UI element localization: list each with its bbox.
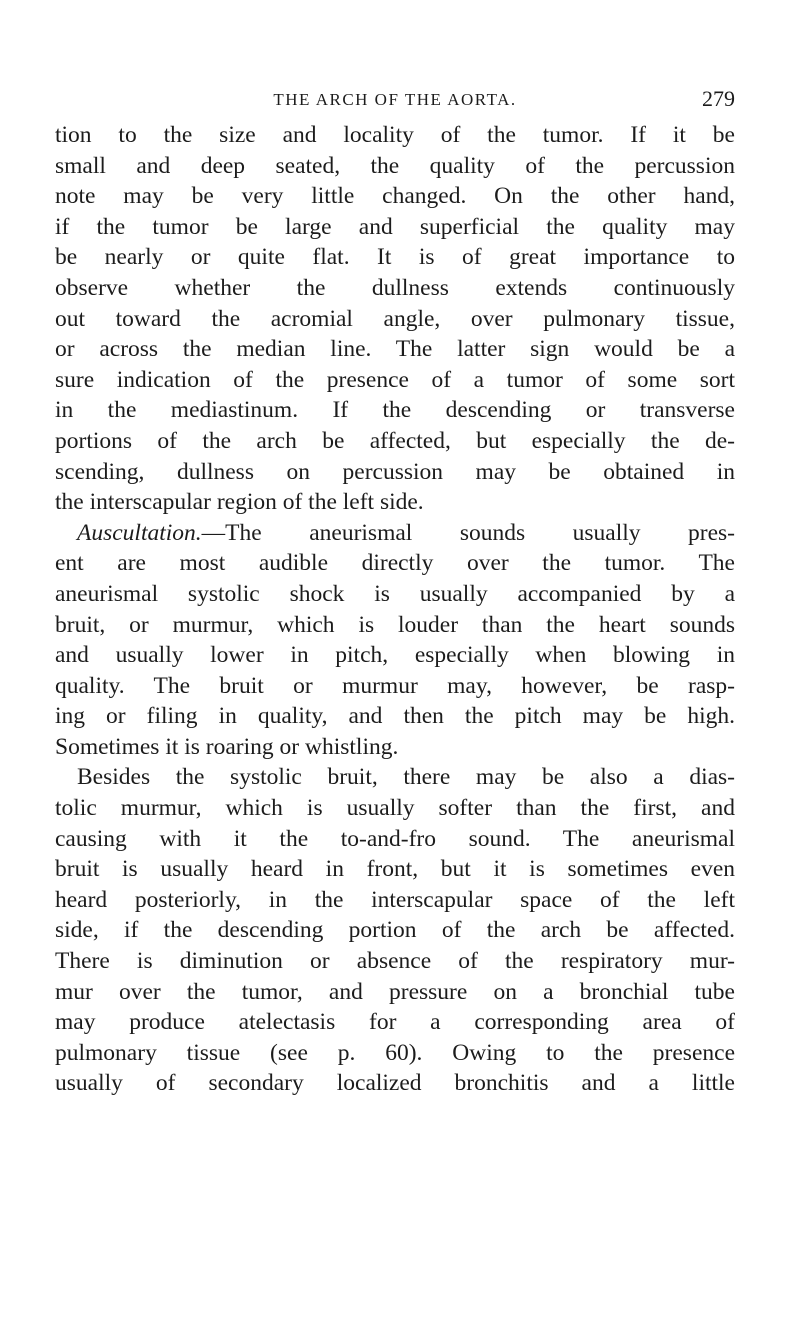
text-line: Sometimes it is roaring or whistling. (55, 733, 399, 760)
auscultation-paragraph-first-line (55, 518, 735, 549)
text-line: if the tumor be large and superficial the quality may (55, 213, 735, 240)
text-line: note may be very little changed. On the other hand, (55, 183, 735, 210)
text-line: tion to the size and locality of the tumor. If it be (55, 122, 735, 148)
text-line: aneurismal systolic shock is usually accompanied by a (55, 580, 735, 607)
text-line: usually of secondary localized bronchitis and a little (55, 1070, 735, 1097)
text-line: small and deep seated, the quality of the percussion (55, 152, 735, 179)
text-line: mur over the tumor, and pressure on a bronchial tube (55, 978, 735, 1005)
text-line: There is diminution or absence of the respiratory mur- (55, 948, 735, 975)
text-line: portions of the arch be affected, but especially the de- (55, 427, 735, 454)
text-line: or across the median line. The latter sign would be a (55, 336, 735, 363)
text-line: ent are most audible directly over the tumor. The (55, 550, 735, 577)
text-line: sure indication of the presence of a tumor of some sort (55, 366, 735, 393)
text-line: pulmonary tissue (see p. 60). Owing to the presence (55, 1039, 735, 1066)
text-line: tolic murmur, which is usually softer than the first, and (55, 795, 735, 822)
text-line: out toward the acromial angle, over pulmonary tissue, (55, 305, 735, 332)
text-line: the interscapular region of the left side. (55, 489, 424, 516)
text-line: side, if the descending portion of the arch be affected. (55, 917, 735, 944)
text-line: quality. The bruit or murmur may, however, be rasp- (55, 672, 735, 699)
text-line: Besides the systolic bruit, there may be also a dias- (77, 764, 735, 791)
text-line: bruit, or murmur, which is louder than the heart sounds (55, 611, 735, 638)
text-line: ing or filing in quality, and then the pitch may be high. (55, 703, 735, 730)
text-line: and usually lower in pitch, especially when blowing in (55, 642, 735, 669)
body-text (55, 120, 735, 1099)
text-line: observe whether the dullness extends continuously (55, 274, 735, 301)
text-line: be nearly or quite flat. It is of great importance to (55, 244, 735, 271)
page-number: 279 (702, 86, 735, 111)
text-line: in the mediastinum. If the descending or transverse (55, 397, 735, 424)
text-line: heard posteriorly, in the interscapular space of the left (55, 886, 735, 913)
running-head (55, 86, 735, 112)
text-line: may produce atelectasis for a corresponding area of (55, 1009, 735, 1036)
running-title: THE ARCH OF THE AORTA. (273, 90, 517, 109)
text-line: scending, dullness on percussion may be obtained in (55, 458, 735, 485)
text-line: causing with it the to-and-fro sound. The aneurismal (55, 825, 735, 852)
text-line-fragment: —The aneurismal sounds usually pres- (201, 519, 735, 546)
text-line: bruit is usually heard in front, but it is sometimes even (55, 856, 735, 883)
section-heading: Auscultation. (77, 519, 202, 546)
